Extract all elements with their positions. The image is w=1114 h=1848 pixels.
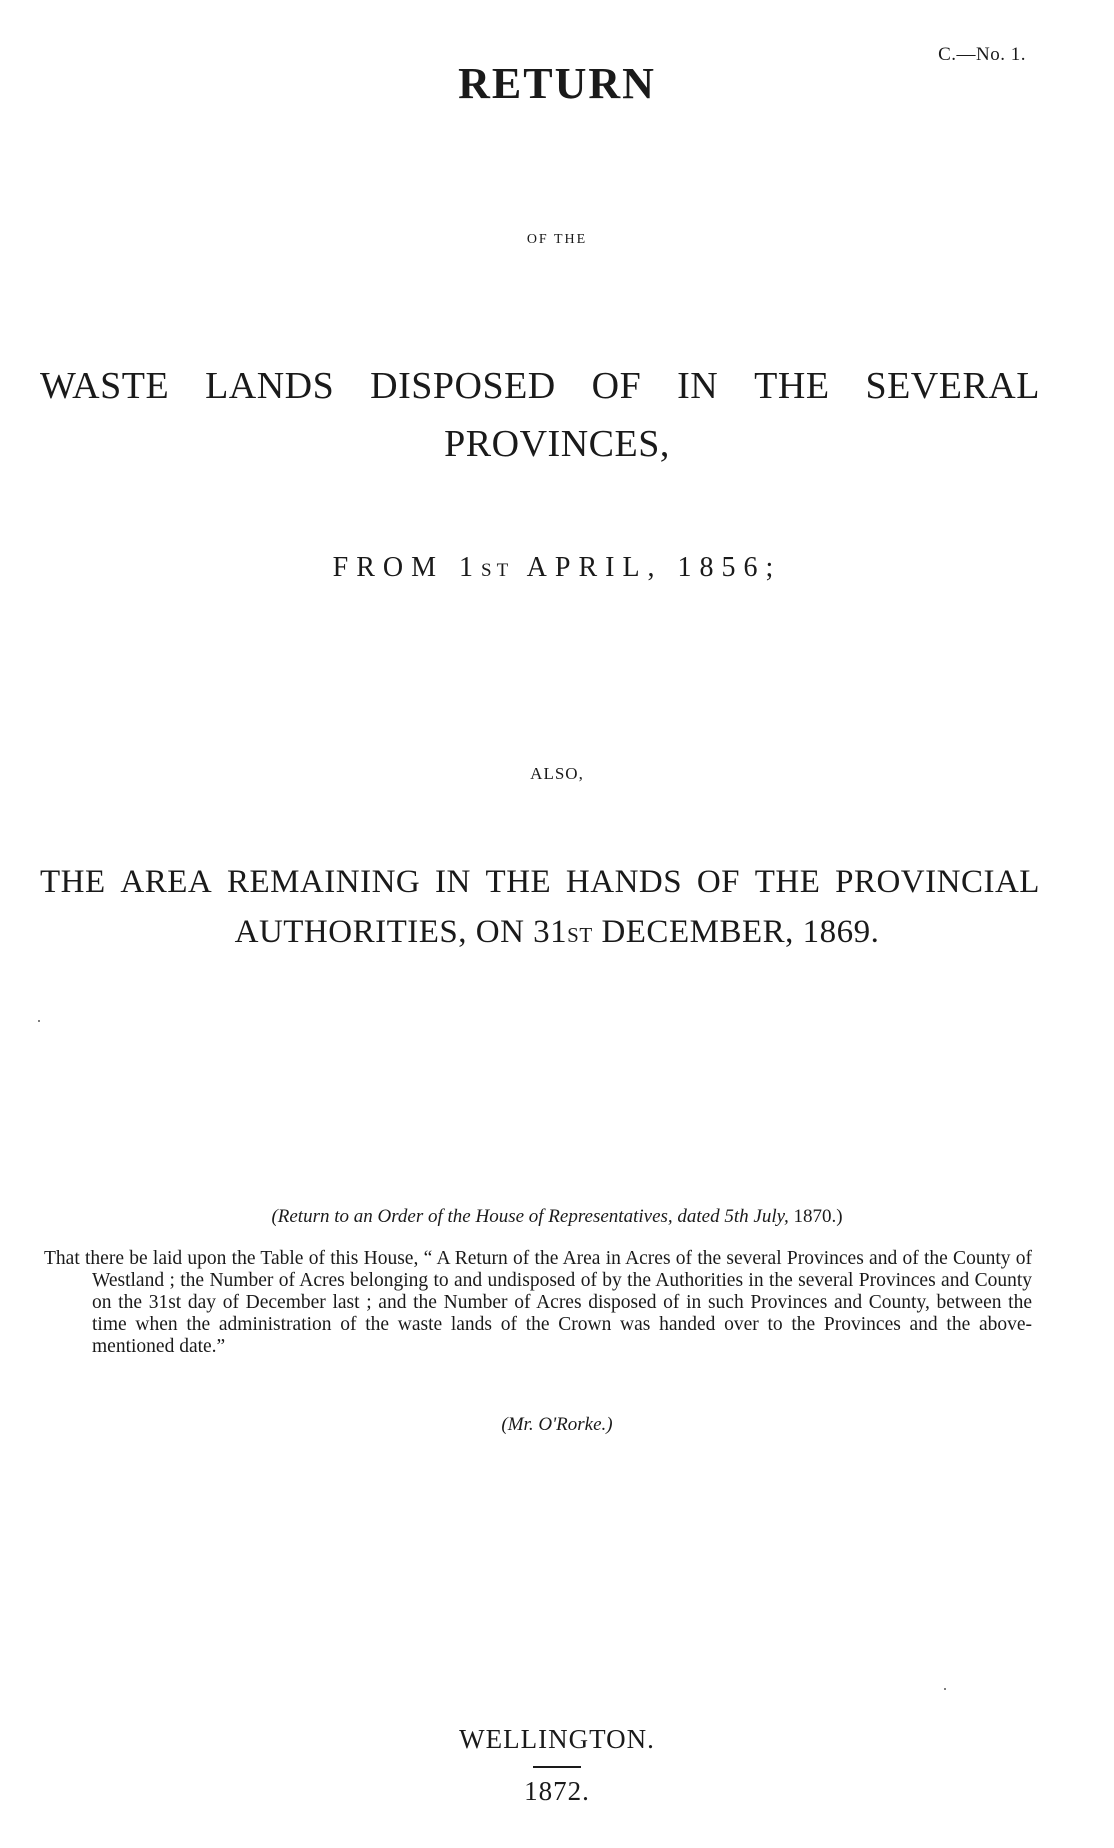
title-word: REMAINING [226,864,421,900]
title-word: PROVINCIAL [835,864,1040,900]
order-citation-year: 1870.) [793,1206,843,1227]
title-word: LANDS [205,365,335,407]
from-date-suffix: APRIL, 1856; [513,552,782,583]
from-date-ordinal: ST [481,560,514,581]
title-word: SEVERAL [865,365,1040,407]
title-word: IN [677,365,719,407]
authorities-ordinal: ST [567,923,593,947]
title-word: IN [434,864,471,900]
title-word: OF [696,864,740,900]
title-word: THE [485,864,552,900]
title-word: OF [591,365,642,407]
authorities-prefix: AUTHORITIES, ON 31 [234,914,568,950]
imprint-year: 1872. [524,1776,590,1806]
also-label: ALSO, [530,764,584,783]
title-word: HANDS [565,864,683,900]
title-word: DISPOSED [370,365,556,407]
title-line-provinces: PROVINCES, [444,423,670,465]
title-word: WASTE [40,365,170,407]
title-word: THE [40,864,106,900]
paper-speck [944,1688,946,1690]
authorities-suffix: DECEMBER, 1869. [592,914,880,950]
order-citation-text: (Return to an Order of the House of Representatives, dated 5th July, [271,1206,794,1227]
imprint-rule [533,1766,581,1768]
title-line-area-remaining [40,864,1040,901]
title-word: THE [754,365,830,407]
title-line-authorities [0,914,1114,951]
motion-paragraph: That there be laid upon the Table of this House, “ A Return of the Area in Acres of the several Provinces and of the County of Westland ; the Number of Acres belonging to and undisposed of by the Authorities in the several Provinces and County on the 31st day of December last ; and the Number of Acres disposed of in such Provinces and County, between the time when the administration of the waste lands of the Crown was handed over to the Provinces and the above-mentioned date.” [44,1248,1032,1357]
document-reference: C.—No. 1. [938,44,1026,65]
from-date-line [0,552,1114,584]
title-line-waste-lands [40,364,1040,408]
paper-speck [38,1020,40,1022]
title-word: AREA [120,864,213,900]
imprint-place: WELLINGTON. [459,1724,655,1754]
mover-name: (Mr. O'Rorke.) [501,1414,613,1435]
from-date-prefix: FROM 1 [332,552,482,583]
of-the-label: OF THE [526,232,588,247]
order-citation [0,1206,1114,1228]
return-title: RETURN [458,59,656,108]
title-word: THE [754,864,821,900]
